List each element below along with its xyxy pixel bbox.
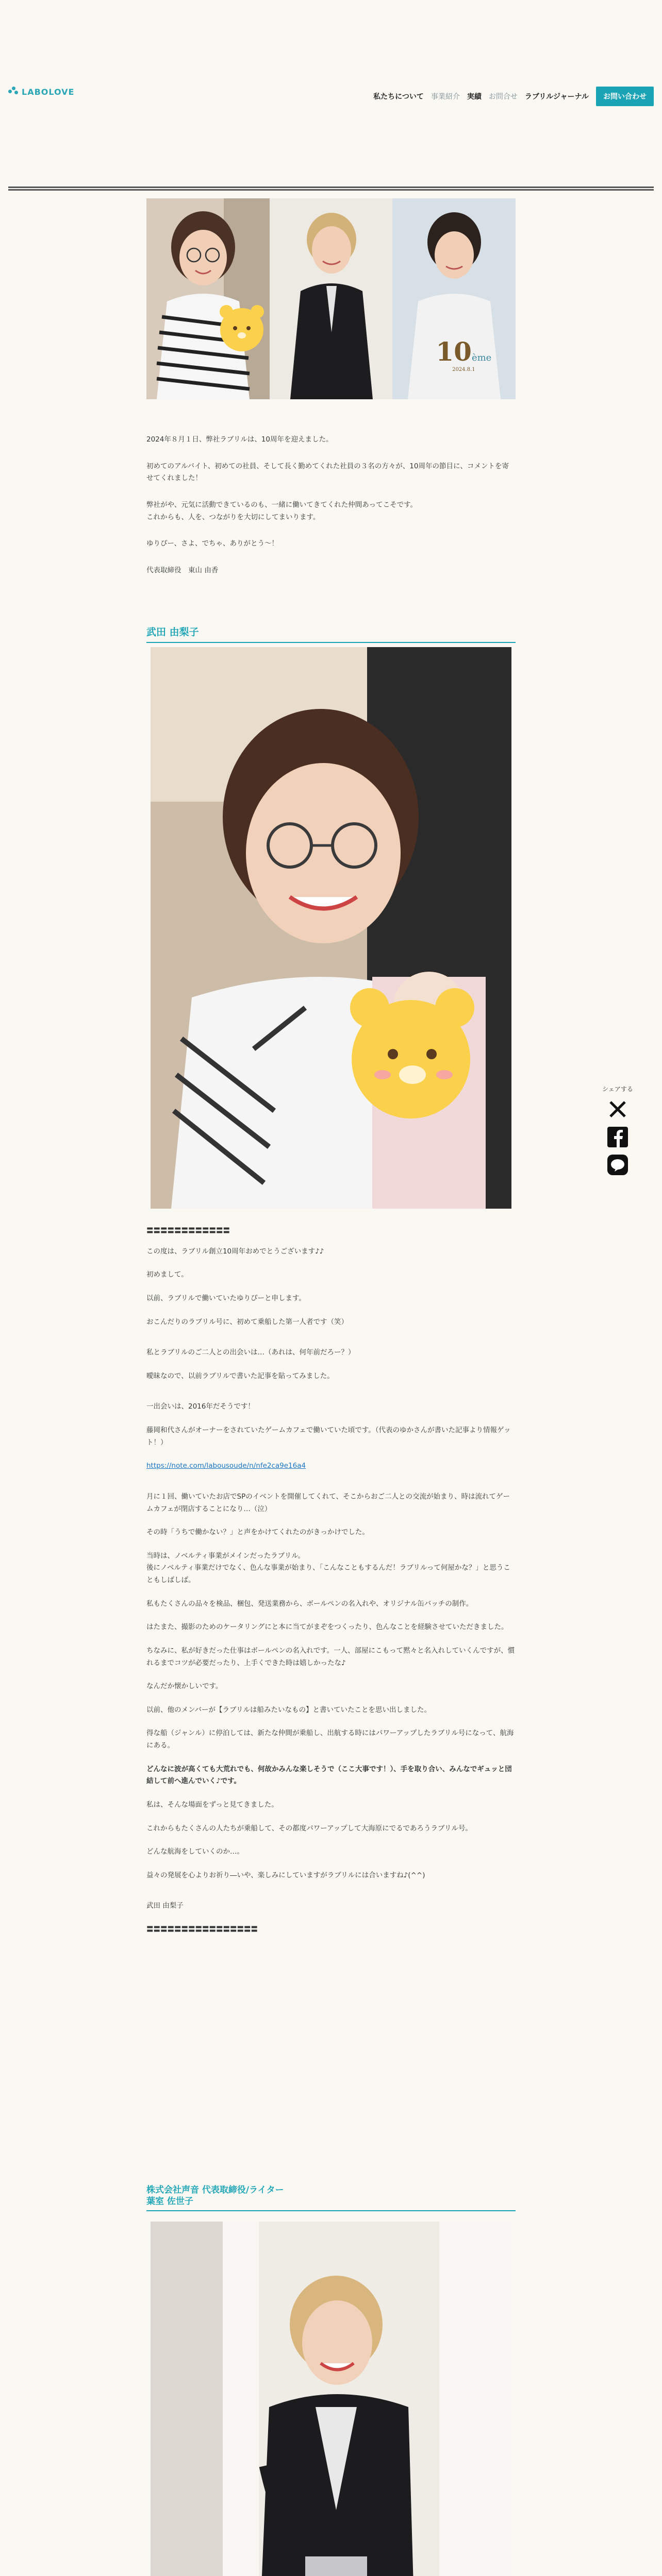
section-heading-hamuro	[146, 2184, 516, 2211]
section-hamuro	[146, 2184, 516, 2211]
takeda-line-17: なんだか懐かしいです。	[146, 1682, 223, 1691]
takeda-line-9: 藤岡和代さんがオーナーをされていたゲームカフェで働いていた頃です。（代表のゆかさんが書いた記事より情報ゲット！）	[146, 1426, 511, 1447]
takeda-line-5: おこんだりのラブリル号に、初めて乗船した第一人者です（笑）	[146, 1317, 348, 1326]
takeda-divider: 〓〓〓〓〓〓〓〓〓〓〓〓〓〓〓〓	[146, 1925, 258, 1934]
contact-button[interactable]: お問い合わせ	[596, 87, 654, 106]
share-box	[597, 1084, 638, 1177]
facebook-share-icon[interactable]	[606, 1125, 630, 1149]
takeda-photo	[151, 647, 511, 1209]
hero-photo-3	[392, 198, 516, 399]
nav-contact[interactable]: お問合せ	[488, 93, 518, 101]
intro-p3b: これからも、人を、つながりを大切にしてまいります。	[146, 513, 320, 521]
nav-works[interactable]: 実績	[467, 93, 482, 101]
intro-p4: ゆりぴー、さよ、でちゃ、ありがとう〜！	[146, 539, 278, 548]
takeda-signature: 武田 由梨子	[146, 1902, 184, 1910]
line-share-icon[interactable]	[606, 1153, 630, 1177]
badge-suffix: ème	[471, 352, 492, 363]
x-share-icon[interactable]	[606, 1097, 630, 1121]
site-header	[0, 0, 662, 185]
nav-services[interactable]: 事業紹介	[431, 93, 460, 101]
intro-p1: 2024年８月１日、弊社ラブリルは、10周年を迎えました。	[146, 435, 333, 444]
hero-photo-2	[270, 198, 393, 399]
hamuro-photo	[151, 2222, 511, 2576]
logo-mark-icon	[8, 87, 19, 97]
nav-about[interactable]: 私たちについて	[373, 93, 424, 101]
intro-p5: 代表取締役 東山 由香	[146, 566, 219, 574]
takeda-line-12: 当時は、ノベルティ事業がメインだったラブリル。	[146, 1551, 305, 1560]
intro-p3a: 弊社がや、元気に活動できているのも、一緒に働いてきてくれた仲間あってこそです。	[146, 500, 418, 509]
takeda-bold-line: どんなに波が高くても大荒れでも、何故かみんな楽しそうで（ここ大事です！）、手を取り合い、みんなでギュッと団結して前へ進んでいく♪です。	[146, 1765, 512, 1786]
takeda-line-20: 私は、そんな場面をずっと見てきました。	[146, 1800, 278, 1809]
takeda-line-2: この度は、ラブリル創立10周年おめでとうございます♪♪	[146, 1247, 324, 1256]
hero-image	[146, 198, 516, 399]
intro-text	[146, 434, 516, 577]
takeda-line-13: 後にノベルティ事業だけでなく、色んな事業が始まり、「こんなこともするんだ！ラブリルって何屋かな？」と思うこともしばしば。	[146, 1564, 510, 1584]
note-article-link[interactable]: https://note.com/labousoude/n/nfe2ca9e16a4	[146, 1462, 306, 1470]
takeda-line-3: 初めまして。	[146, 1270, 188, 1279]
takeda-line-10: 月に１回、働いていたお店でSPのイベントを開催してくれて、そこからおご二人との交流が始まり、時は流れてゲームカフェが閉店することになり…（泣）	[146, 1492, 510, 1513]
hamuro-title: 株式会社声音 代表取締役/ライター	[146, 2185, 284, 2195]
takeda-line-6: 私とラブリルのご二人との出会いは…（あれは、何年前だろー？）	[146, 1348, 355, 1357]
main-nav	[373, 87, 654, 106]
takeda-line-11: その時「うちで働かない？」と声をかけてくれたのがきっかけでした。	[146, 1528, 369, 1537]
section-takeda	[146, 626, 516, 643]
takeda-line-23: 益々の発展を心よりお祈り―いや、楽しみにしていますがラブリルには合いますね♪(^^)	[146, 1871, 425, 1879]
takeda-line-7: 曖昧なので、以前ラブリルで書いた記事を貼ってみました。	[146, 1371, 334, 1380]
takeda-line-16: ちなみに、私が好きだった仕事はボールペンの名入れです。一人、部屋にこもって黙々と名入れしていくんですが、慣れるまでコツが必要だったり、上手くできた時は嬉しかったな♪	[146, 1646, 515, 1667]
logo-text: LABOLOVE	[22, 87, 75, 97]
section-heading-takeda: 武田 由梨子	[146, 626, 516, 643]
takeda-line-1: 〓〓〓〓〓〓〓〓〓〓〓〓	[146, 1227, 230, 1235]
header-divider	[8, 187, 654, 191]
takeda-line-14: 私もたくさんの品々を検品、梱包、発送業務から、ボールペンの名入れや、オリジナル缶バッチの制作。	[146, 1599, 473, 1608]
anniversary-badge	[433, 336, 494, 372]
badge-number: 10	[436, 336, 472, 367]
takeda-line-19: 得な船（ジャンル）に停泊しては、新たな仲間が乗船し、出航する時にはパワーアップしたラブリル号になって、航海にある。	[146, 1729, 514, 1750]
site-logo[interactable]	[8, 87, 74, 97]
badge-date: 2024.8.1	[452, 367, 475, 372]
nav-journal[interactable]: ラブリルジャーナル	[524, 93, 589, 101]
takeda-line-21: これからもたくさんの人たちが乗船して、その都度パワーアップして大海原にでるであろうラブリル号。	[146, 1824, 472, 1833]
takeda-line-22: どんな航海をしていくのか…。	[146, 1848, 244, 1856]
hero-photo-1	[146, 198, 270, 399]
takeda-line-18: 以前、他のメンバーが【ラブリルは船みたいなもの】と書いていたことを思い出しました。	[146, 1705, 432, 1714]
share-label: シェアする	[602, 1086, 633, 1093]
takeda-line-8: 一出会いは、2016年だそうです！	[146, 1402, 255, 1411]
takeda-line-4: 以前、ラブリルで働いていたゆりぴーと申します。	[146, 1294, 306, 1302]
hamuro-name: 葉室 佐世子	[146, 2196, 193, 2207]
intro-p2: 初めてのアルバイト、初めての社員、そして長く勤めてくれた社員の３名の方々が、10周年の節目に、コメントを寄せてくれました！	[146, 462, 509, 483]
takeda-text	[146, 1225, 516, 1936]
takeda-line-15: はたまた、撮影のためのケータリングにと本に当てがまぞをつくったり、色んなことを経験させていただきました。	[146, 1623, 508, 1632]
